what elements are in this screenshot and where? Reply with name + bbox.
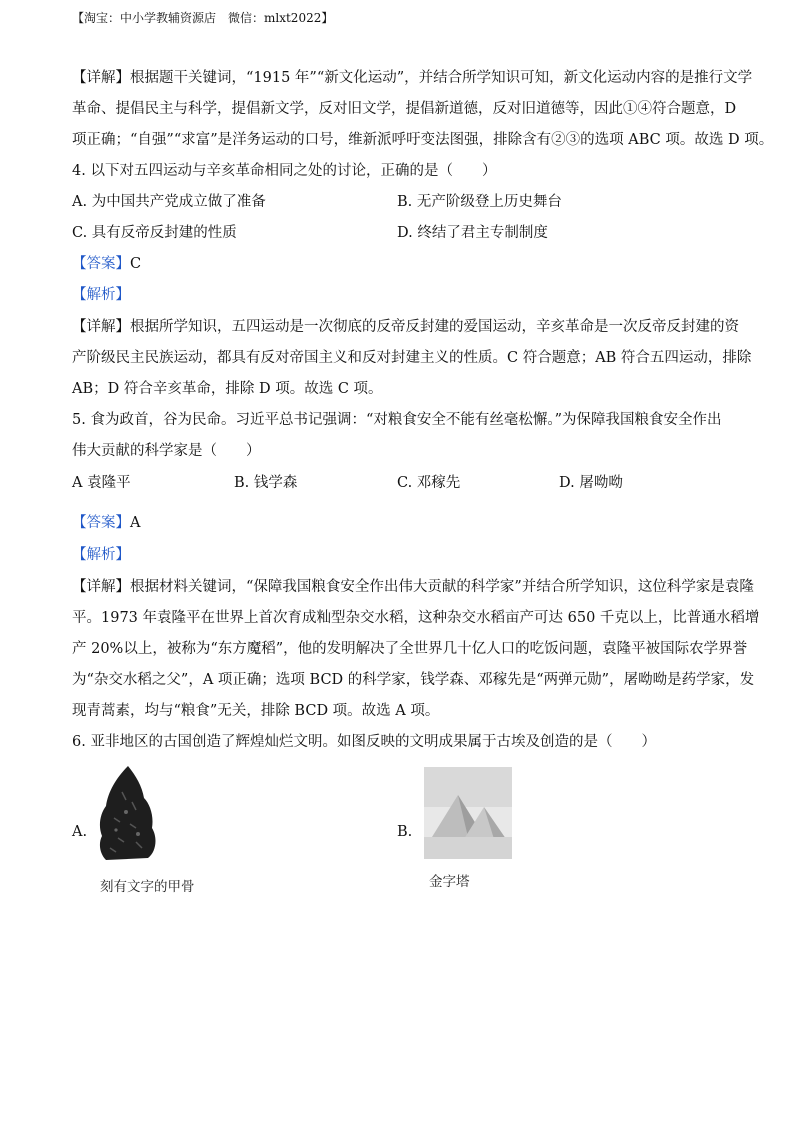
q5-stem-line-2: 伟大贡献的科学家是（ ） [72,443,261,459]
q4-stem: 4. 以下对五四运动与辛亥革命相同之处的讨论，正确的是（ ） [72,163,497,179]
q3-detail-line-2: 革命、提倡民主与科学，提倡新文学，反对旧文学，提倡新道德，反对旧道德等，因此①④符合题意，D [72,101,737,117]
q6-option-b-label: B. [397,824,413,840]
q4-answer [72,254,141,274]
q4-analysis-tag: 【解析】 [72,287,130,303]
q4-option-d: D. 终结了君主专制制度 [397,225,548,241]
q5-option-c: C. 邓稼先 [397,475,461,491]
q5-option-b: B. 钱学森 [234,475,298,491]
q5-analysis-tag: 【解析】 [72,547,130,563]
q5-detail-line-2: 平。1973 年袁隆平在世界上首次育成籼型杂交水稻，这种杂交水稻亩产可达 650 千克以上，比普通水稻增 [72,610,760,626]
q5-answer-tag: 【答案】 [72,515,130,531]
oracle-bone-image [92,762,162,862]
q4-detail-line-2: 产阶级民主民族运动，都具有反对帝国主义和反对封建主义的性质。C 符合题意；AB 符合五四运动，排除 [72,350,752,366]
q6-option-a-caption: 刻有文字的甲骨 [100,879,195,895]
q6-option-a-label: A. [72,824,88,840]
q5-answer-value: A [130,515,141,531]
q3-detail-line-3: 项正确；“自强”“求富”是洋务运动的口号，维新派呼吁变法图强，排除含有②③的选项 ABC 项。故选 D 项。 [72,132,774,148]
q6-option-b-caption: 金字塔 [429,874,470,890]
q5-detail-line-3: 产 20%以上，被称为“东方魔稻”，他的发明解决了全世界几十亿人口的吃饭问题，袁隆平被国际农学界誉 [72,641,748,657]
q6-stem: 6. 亚非地区的古国创造了辉煌灿烂文明。如图反映的文明成果属于古埃及创造的是（ ） [72,734,656,750]
q3-detail-line-1: 【详解】根据题干关键词，“1915 年”“新文化运动”，并结合所学知识可知，新文化运动内容的是推行文学 [72,70,753,86]
q4-detail-line-3: AB；D 符合辛亥革命，排除 D 项。故选 C 项。 [72,381,383,397]
q5-detail-line-1: 【详解】根据材料关键词，“保障我国粮食安全作出伟大贡献的科学家”并结合所学知识，这位科学家是袁隆 [72,579,754,595]
q4-answer-tag: 【答案】 [72,256,130,272]
q5-detail-line-5: 现青蒿素，均与“粮食”无关，排除 BCD 项。故选 A 项。 [72,703,440,719]
pyramid-image [424,767,512,859]
q4-option-b: B. 无产阶级登上历史舞台 [397,194,562,210]
q5-detail-line-4: 为“杂交水稻之父”，A 项正确；选项 BCD 的科学家，钱学森、邓稼先是“两弹元勋”，屠呦呦是药学家，发 [72,672,755,688]
q5-stem-line-1: 5. 食为政首，谷为民命。习近平总书记强调：“对粮食安全不能有丝毫松懈。”为保障我国粮食安全作出 [72,412,722,428]
q4-answer-value: C [130,256,142,272]
page-header: 【淘宝：中小学教辅资源店 微信：mlxt2022】 [72,11,334,25]
q5-option-a: A 袁隆平 [72,475,131,491]
q4-option-a: A. 为中国共产党成立做了准备 [72,194,266,210]
oracle-bone-drawing [92,762,162,862]
pyramid-drawing [424,767,512,859]
q4-option-c: C. 具有反帝反封建的性质 [72,225,237,241]
q5-option-d: D. 屠呦呦 [559,475,623,491]
q4-detail-line-1: 【详解】根据所学知识，五四运动是一次彻底的反帝反封建的爱国运动，辛亥革命是一次反帝反封建的资 [72,319,739,335]
q5-answer [72,513,140,533]
